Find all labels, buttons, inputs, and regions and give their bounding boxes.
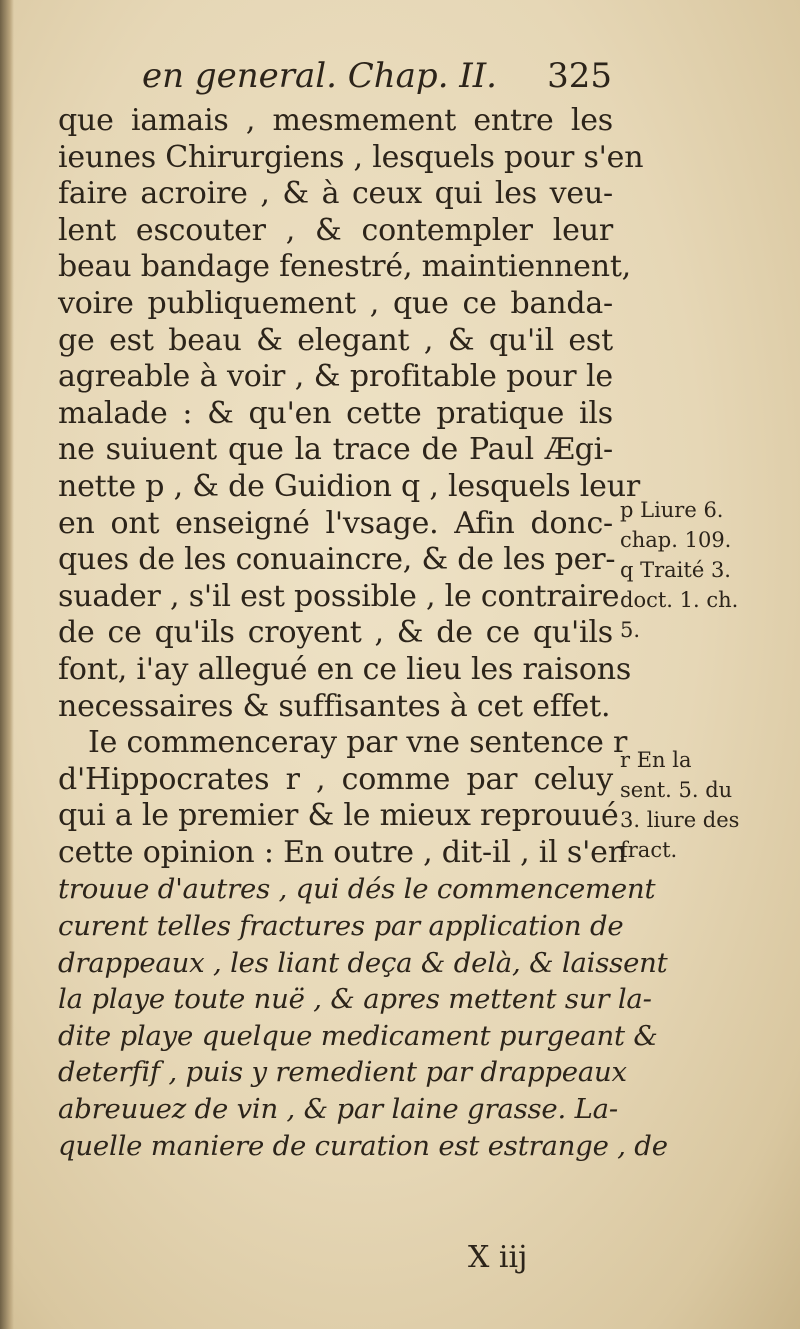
text-line: ques de les conuaincre, & de les per- — [58, 542, 616, 578]
margin-note-r — [620, 745, 740, 865]
margin-note-p — [620, 495, 739, 645]
italic-quote-line: curent telles fractures par application de — [58, 910, 624, 943]
text-line: ge est beau & elegant , & qu'il est — [58, 322, 613, 358]
margin-note-line: q Traité 3. — [620, 558, 731, 582]
text-line: malade : & qu'en cette pratique ils — [58, 395, 613, 431]
text-line: Ie commenceray par vne sentence r — [88, 725, 628, 761]
text-line: voire publiquement , que ce banda- — [58, 285, 613, 321]
margin-note-line: p Liure 6. — [620, 498, 724, 522]
text-line: qui a le premier & le mieux reprouué — [58, 798, 619, 834]
margin-note-line: doct. 1. ch. — [620, 588, 739, 612]
italic-quote-line: la playe toute nuë , & apres mettent sur la- — [58, 983, 652, 1016]
italic-quote-line: quelle maniere de curation est estrange , de — [58, 1129, 668, 1162]
text-line: agreable à voir , & profitable pour le — [58, 359, 613, 395]
italic-quote-line: drappeaux , les liant deça & delà, & laissent — [58, 946, 668, 979]
text-line: lent escouter , & contempler leur — [58, 212, 613, 248]
margin-note-line: 5. — [620, 618, 641, 642]
margin-note-line: 3. liure des — [620, 808, 740, 832]
text-line: d'Hippocrates r , comme par celuy — [58, 761, 613, 797]
margin-note-line: chap. 109. — [620, 528, 732, 552]
text-line: suader , s'il est possible , le contraire — [58, 578, 620, 614]
text-line: de ce qu'ils croyent , & de ce qu'ils — [58, 615, 613, 651]
margin-note-line: r En la — [620, 748, 692, 772]
page-binding-edge — [0, 0, 14, 1329]
margin-note-line: sent. 5. du — [620, 778, 733, 802]
italic-quote-line: abreuuez de vin , & par laine grasse. La- — [58, 1093, 618, 1126]
text-line: necessaires & suffisantes à cet effet. — [58, 688, 611, 724]
text-line: font, i'ay allegué en ce lieu les raisons — [58, 651, 632, 687]
italic-quote-line: dite playe quelque medicament purgeant & — [58, 1019, 658, 1052]
text-line: nette p , & de Guidion q , lesquels leur — [58, 468, 640, 504]
text-line: ne suiuent que la trace de Paul Ægi- — [58, 432, 613, 468]
text-line: faire acroire , & à ceux qui les veu- — [58, 176, 613, 212]
text-line: cette opinion : En outre , dit-il , il s'en — [58, 834, 627, 870]
margin-note-line: fract. — [620, 838, 678, 862]
running-title: en general. Chap. II. — [142, 56, 497, 96]
text-line: en ont enseigné l'vsage. Afin donc- — [58, 505, 613, 541]
italic-quote-line: deterfif , puis y remedient par drappeaux — [58, 1056, 627, 1089]
page-number: 325 — [547, 56, 612, 96]
text-line: que iamais , mesmement entre les — [58, 103, 613, 138]
text-line: beau bandage fenestré, maintiennent, — [58, 249, 632, 285]
italic-quote-line: trouue d'autres , qui dés le commencement — [58, 873, 656, 906]
running-header — [142, 52, 612, 100]
signature-mark: X iij — [468, 1240, 528, 1275]
text-line: ieunes Chirurgiens , lesquels pour s'en — [58, 139, 644, 175]
